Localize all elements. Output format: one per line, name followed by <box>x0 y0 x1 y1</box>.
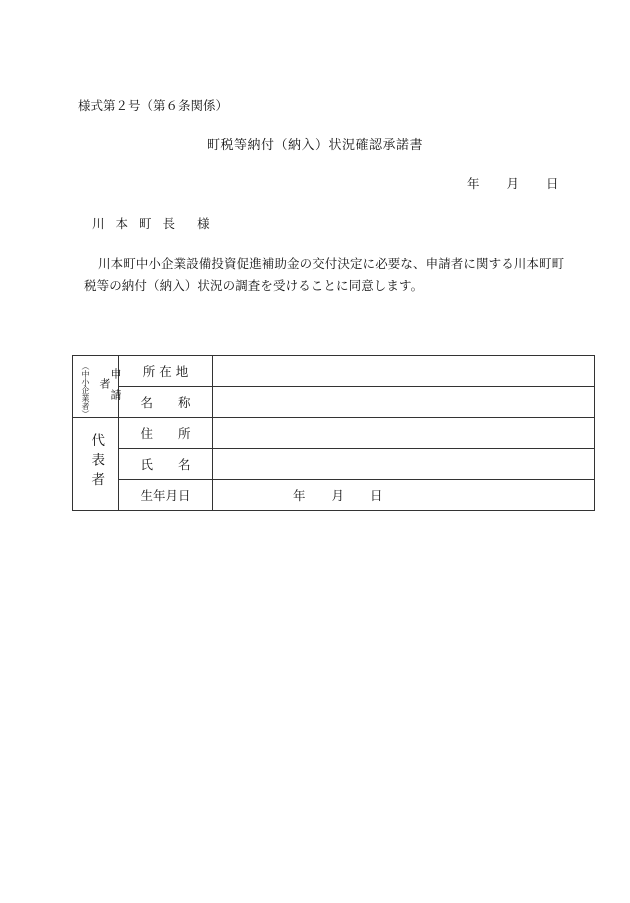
addressee-char: 町 <box>139 216 152 231</box>
applicant-group-cell <box>73 356 122 418</box>
addressee <box>92 214 221 232</box>
representative-group-cell <box>73 418 119 511</box>
date-line <box>467 174 559 192</box>
applicant-label: 申請者 <box>98 367 122 410</box>
birthdate-input[interactable] <box>213 480 595 511</box>
applicant-info-table <box>72 355 595 511</box>
consent-statement: 川本町中小企業設備投資促進補助金の交付決定に必要な、申請者に関する川本町町税等の納付（納入）状況の調査を受けることに同意します。 <box>84 256 565 293</box>
birthdate-month: 月 <box>331 488 345 503</box>
table-row <box>73 449 595 480</box>
addressee-char: 川 <box>92 216 105 231</box>
date-day-field[interactable]: 日 <box>546 176 559 191</box>
applicant-sub-label: （中小企業者） <box>81 362 90 418</box>
company-name-input[interactable] <box>213 387 595 418</box>
rep-name-label: 氏 名 <box>119 449 213 480</box>
rep-address-input[interactable] <box>213 418 595 449</box>
addressee-char: 本 <box>115 216 129 231</box>
rep-address-label: 住 所 <box>119 418 213 449</box>
birthdate-label: 生年月日 <box>119 480 213 511</box>
company-name-label: 名 称 <box>119 387 213 418</box>
address-label: 所 在 地 <box>119 356 213 387</box>
birthdate-year: 年 <box>293 488 306 503</box>
document-title: 町税等納付（納入）状況確認承諾書 <box>206 138 423 153</box>
table-row <box>73 480 595 511</box>
date-month-field[interactable]: 月 <box>506 176 520 191</box>
form-number: 様式第２号（第６条関係） <box>78 98 229 113</box>
addressee-char: 長 <box>162 216 176 231</box>
address-input[interactable] <box>213 356 595 387</box>
table-row <box>73 418 595 449</box>
table-row <box>73 387 595 418</box>
table-row <box>73 356 595 387</box>
addressee-honorific: 様 <box>197 216 210 231</box>
rep-name-input[interactable] <box>213 449 595 480</box>
birthdate-day: 日 <box>370 488 383 503</box>
date-year-field[interactable]: 年 <box>467 176 480 191</box>
representative-label: 代表者 <box>88 433 105 492</box>
